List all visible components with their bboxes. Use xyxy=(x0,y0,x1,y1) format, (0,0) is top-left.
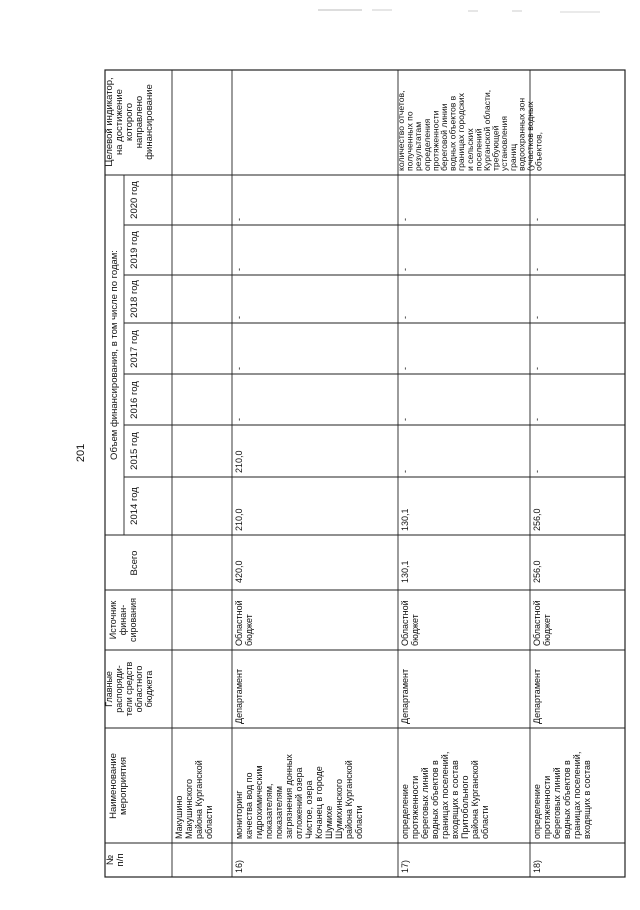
row-name: Макушинского xyxy=(184,779,194,839)
header-total: Всего xyxy=(129,550,140,576)
row-value: - xyxy=(234,418,244,421)
indicator-text: установления xyxy=(499,115,510,171)
row-source: бюджет xyxy=(244,614,254,646)
row-value: 210,0 xyxy=(234,508,244,531)
row-value: - xyxy=(532,367,542,370)
row-source: бюджет xyxy=(542,614,552,646)
indicator-text: береговой линии xyxy=(439,103,449,171)
header-indicator: финансирование xyxy=(144,84,155,160)
header-year-2020: 2020 год xyxy=(129,181,140,219)
row-name: Макушино xyxy=(174,795,184,839)
row-value: - xyxy=(234,367,244,370)
indicator-text: требующей xyxy=(490,125,501,171)
row-manager: Департамент xyxy=(400,668,410,724)
row-name: водных объектов в xyxy=(562,760,572,839)
header-manager: бюджета xyxy=(144,670,154,708)
header-manager: Главные xyxy=(104,671,114,707)
row-value: 130,1 xyxy=(400,560,410,583)
row-value: - xyxy=(400,470,410,473)
row-name: района Курганской xyxy=(344,760,354,839)
row-value: - xyxy=(532,268,542,271)
row-value: - xyxy=(234,268,244,271)
header-year-2018: 2018 год xyxy=(129,280,140,318)
row-name: мониторинг xyxy=(234,790,244,839)
row-name: области xyxy=(354,805,364,839)
indicator-text: объектов, xyxy=(533,132,544,171)
row-name: района Курганской xyxy=(470,760,480,839)
header-num: № xyxy=(105,854,116,866)
row-name: протяженности xyxy=(542,775,552,839)
header-year-2015: 2015 год xyxy=(129,432,140,470)
header-manager: областного xyxy=(134,665,144,713)
row-value: 210,0 xyxy=(234,450,244,473)
header-year-2019: 2019 год xyxy=(129,231,140,269)
row-name: гидрохимическим xyxy=(254,765,264,839)
indicator-text: (участков водных xyxy=(525,101,535,171)
row-name: показателям xyxy=(274,786,284,839)
header-source: финан- xyxy=(118,604,128,636)
header-indicator: направлено xyxy=(134,95,145,149)
indicator-text: определения xyxy=(421,118,432,171)
row-name: границах поселений, xyxy=(572,751,582,839)
row-name: определение xyxy=(532,784,542,839)
header-name: Наименование xyxy=(108,753,119,819)
row-manager: Департамент xyxy=(234,668,244,724)
row-name: Чистое, озера xyxy=(304,780,314,839)
row-value: - xyxy=(400,367,410,370)
indicator-text: количество отчетов, xyxy=(396,90,406,171)
row-value: - xyxy=(234,218,244,221)
header-num: п/п xyxy=(115,853,126,867)
row-value: - xyxy=(532,218,542,221)
header-year-2017: 2017 год xyxy=(129,330,140,368)
header-manager: тели средств xyxy=(124,661,134,717)
row-value: - xyxy=(532,470,542,473)
indicator-text: результатам xyxy=(413,121,424,171)
row-value: 256,0 xyxy=(532,560,542,583)
row-number: 16) xyxy=(234,859,244,873)
row-name: границах поселений, xyxy=(440,751,450,839)
row-name: загрязнения донных xyxy=(284,754,294,839)
row-value: - xyxy=(400,268,410,271)
row-name: определение xyxy=(400,784,410,839)
row-source: Областной xyxy=(234,600,244,646)
row-source: Областной xyxy=(532,600,542,646)
header-source: сирования xyxy=(128,597,138,643)
indicator-text: полученных по xyxy=(404,111,415,171)
header-manager: распоряди- xyxy=(114,665,124,713)
row-name: входящих в состав xyxy=(450,760,460,839)
row-manager: Департамент xyxy=(532,668,542,724)
row-value: 420,0 xyxy=(234,560,244,583)
scan-marks xyxy=(318,10,600,12)
row-name: района Курганской xyxy=(194,760,204,839)
indicator-text: границах городских xyxy=(456,93,467,171)
header-year-2016: 2016 год xyxy=(129,381,140,419)
header-name: мероприятия xyxy=(118,756,129,816)
row-name: Шумихинского xyxy=(334,779,344,839)
row-number: 18) xyxy=(532,859,542,873)
row-value: - xyxy=(400,218,410,221)
row-number: 17) xyxy=(400,859,410,873)
indicator-text: протяженности xyxy=(430,110,441,171)
row-name: показателям, xyxy=(264,783,274,839)
row-source: бюджет xyxy=(410,614,420,646)
row-value: - xyxy=(234,316,244,319)
row-name: Шумихе xyxy=(324,805,334,839)
row-source: Областной xyxy=(400,600,410,646)
table-cells xyxy=(104,77,592,873)
row-name: водных объектов в xyxy=(430,760,440,839)
indicator-text: поселений xyxy=(473,128,484,171)
header-indicator: которого xyxy=(124,103,135,141)
row-name: области xyxy=(204,805,214,839)
row-value: - xyxy=(400,316,410,319)
indicator-text: границ xyxy=(507,143,518,171)
header-indicator: на достижение xyxy=(114,89,125,155)
header-year-2014: 2014 год xyxy=(129,487,140,525)
header-indicator: Целевой индикатор, xyxy=(104,77,115,167)
row-name: Притобольного xyxy=(460,775,470,839)
row-value: 130,1 xyxy=(400,508,410,531)
header-source: Источник xyxy=(108,600,118,640)
row-value: 256,0 xyxy=(532,508,542,531)
row-name: береговых линий xyxy=(420,767,430,839)
row-name: отложений озера xyxy=(294,767,304,839)
row-name: протяженности xyxy=(410,775,420,839)
indicator-text: водоохранных зон xyxy=(516,97,527,171)
row-name: входящих в состав xyxy=(582,760,592,839)
indicator-text: Курганской области, xyxy=(482,89,492,171)
indicator-text: водных объектов в xyxy=(447,95,458,171)
row-value: - xyxy=(400,418,410,421)
header-volume: Объем финансирования, в том числе по годам: xyxy=(109,250,120,460)
row-name: качества вод по xyxy=(244,772,254,839)
row-name: береговых линий xyxy=(552,767,562,839)
row-name: Кочанец в городе xyxy=(314,766,324,839)
row-name: области xyxy=(480,805,490,839)
table-grid xyxy=(105,70,625,877)
row-value: - xyxy=(532,316,542,319)
indicator-text: и сельских xyxy=(464,128,475,171)
page-number: 201 xyxy=(75,443,87,463)
row-value: - xyxy=(532,418,542,421)
